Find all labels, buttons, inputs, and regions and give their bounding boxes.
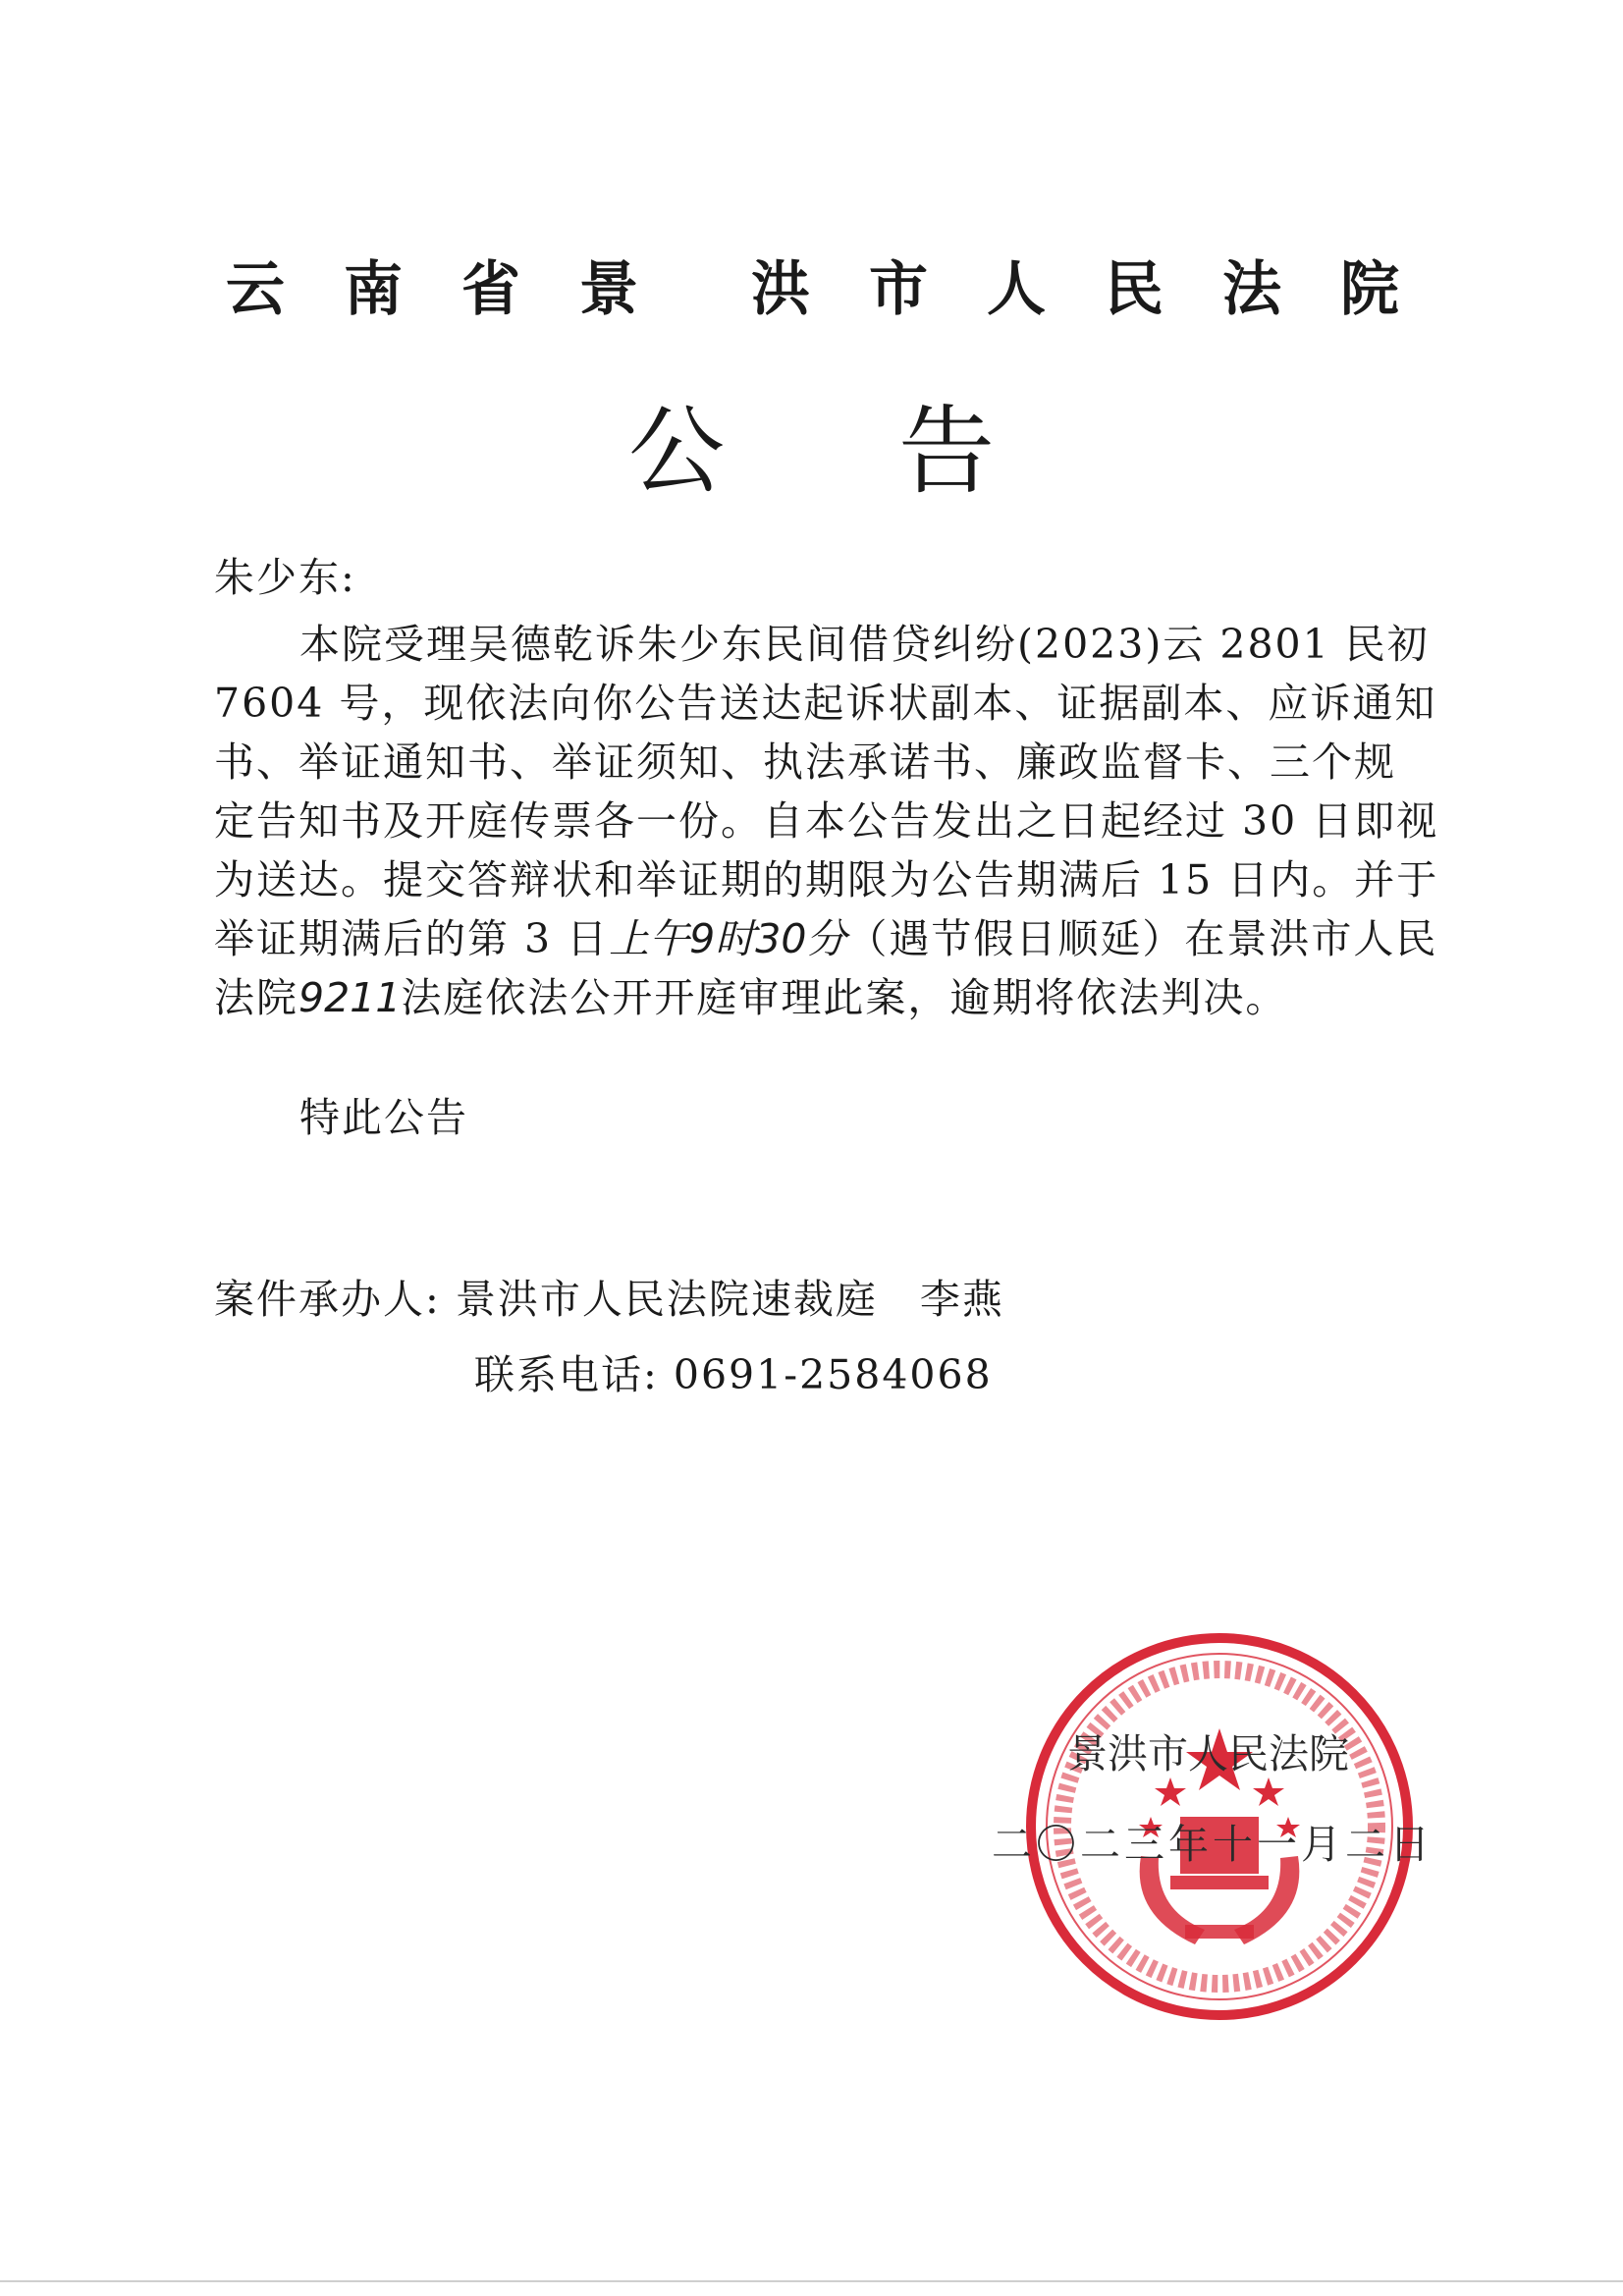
body-text: 法庭依法公开开庭审理此案，逾期将依法判决。 [401,974,1288,1021]
notice-title-char: 公 [628,396,726,508]
signing-court: 景洪市人民法院 [1067,1730,1349,1777]
body-line: 定告知书及开庭传票各一份。自本公告发出之日起经过 30 日即视 [214,797,1439,845]
body-text: 法院 [214,974,298,1021]
contact-label: 联系电话: [474,1351,659,1398]
body-line: 7604 号，现依法向你公告送达起诉状副本、证据副本、应诉通知 [214,680,1437,727]
body-line [214,970,1287,1025]
notice-title-char: 告 [898,396,996,508]
body-line [214,911,1437,966]
contact-phone: 0691-2584068 [673,1351,993,1398]
handler-label: 案件承办人: [214,1276,441,1323]
notice-title [0,388,1623,516]
body-line: 书、举证通知书、举证须知、执法承诺书、廉政监督卡、三个规 [214,738,1396,786]
court-name-heading [226,250,1443,329]
addressee: 朱少东: [214,554,356,601]
court-name-char: 人 [987,255,1046,324]
court-name-char: 省 [461,255,520,324]
body-line: 为送达。提交答辩状和举证期的期限为公告期满后 15 日内。并于 [214,856,1439,903]
handwritten-courtroom: 9211 [298,974,402,1021]
court-name-char: 洪 [751,255,810,324]
court-name-char: 景 [579,255,638,324]
body-text: （遇节假日顺延）在景洪市人民 [846,915,1438,962]
court-name-char: 南 [344,255,403,324]
court-name-char: 法 [1222,255,1281,324]
body-text: 举证期满后的第 3 日 [214,915,610,962]
body-line: 本院受理吴德乾诉朱少东民间借贷纠纷(2023)云 2801 民初 [299,621,1430,668]
handler-value: 景洪市人民法院速裁庭 李燕 [455,1276,1004,1323]
closing-text: 特此公告 [299,1094,468,1141]
contact-line [474,1347,993,1402]
court-name-char: 院 [1340,255,1399,324]
signing-date: 二〇二三年十一月二日 [992,1821,1434,1868]
court-name-char: 市 [869,255,928,324]
court-name-char: 民 [1105,255,1163,324]
handwritten-time: 上午9时30分 [609,915,847,962]
page-bottom-edge [0,2280,1623,2282]
court-name-char: 云 [226,255,285,324]
handler-line [214,1272,1004,1327]
